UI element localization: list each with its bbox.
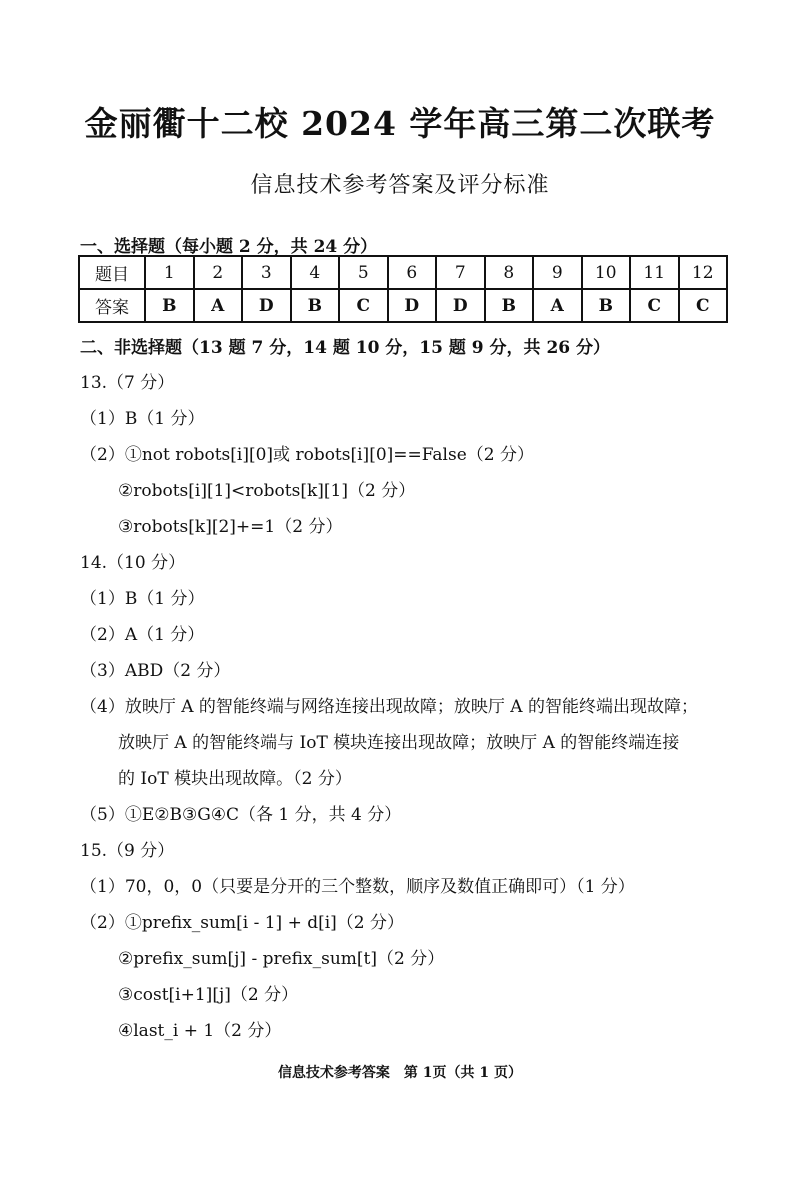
answer-value: C	[630, 289, 679, 322]
question-number: 11	[630, 256, 679, 289]
answer-value: B	[145, 289, 194, 322]
q14-part1: （1）B（1 分）	[80, 589, 205, 609]
q15-part2-item3: ③cost[i+1][j]（2 分）	[118, 985, 299, 1005]
q15-part2-item4: ④last_i + 1（2 分）	[118, 1021, 282, 1041]
q14-part3: （3）ABD（2 分）	[80, 661, 231, 681]
q15-part1: （1）70，0，0（只要是分开的三个整数，顺序及数值正确即可）（1 分）	[80, 877, 635, 897]
page-subtitle: 信息技术参考答案及评分标准	[250, 173, 550, 198]
section1-heading: 一、选择题（每小题 2 分，共 24 分）	[80, 237, 378, 257]
answer-value: C	[679, 289, 728, 322]
q13-part2-item3: ③robots[k][2]+=1（2 分）	[118, 517, 343, 537]
answer-value: C	[339, 289, 388, 322]
answer-value: B	[485, 289, 534, 322]
question-number: 7	[436, 256, 485, 289]
page-footer: 信息技术参考答案 第 1页（共 1 页）	[277, 1065, 523, 1081]
question-number: 1	[145, 256, 194, 289]
row-label-answers: 答案	[79, 289, 145, 322]
section2-heading: 二、非选择题（13 题 7 分，14 题 10 分，15 题 9 分，共 26 分）	[80, 338, 611, 358]
q15-part2-item2: ②prefix_sum[j] - prefix_sum[t]（2 分）	[118, 949, 445, 969]
question-number: 9	[533, 256, 582, 289]
q15-part2-item1: （2）①prefix_sum[i - 1] + d[i]（2 分）	[80, 913, 405, 933]
answer-value: B	[582, 289, 631, 322]
answer-value: D	[242, 289, 291, 322]
table-row-answers	[79, 289, 727, 322]
question-number: 10	[582, 256, 631, 289]
q13-title: 13.（7 分）	[80, 373, 175, 393]
answer-value: A	[533, 289, 582, 322]
answer-table	[78, 255, 728, 323]
answer-value: B	[291, 289, 340, 322]
answer-value: D	[388, 289, 437, 322]
answer-value: D	[436, 289, 485, 322]
question-number: 3	[242, 256, 291, 289]
question-number: 12	[679, 256, 728, 289]
q13-part1: （1）B（1 分）	[80, 409, 205, 429]
question-number: 6	[388, 256, 437, 289]
q14-part5: （5）①E②B③G④C（各 1 分，共 4 分）	[80, 805, 402, 825]
question-number: 2	[194, 256, 243, 289]
answer-value: A	[194, 289, 243, 322]
table-row-questions	[79, 256, 727, 289]
q14-title: 14.（10 分）	[80, 553, 186, 573]
q15-title: 15.（9 分）	[80, 841, 175, 861]
question-number: 4	[291, 256, 340, 289]
row-label-questions: 题目	[79, 256, 145, 289]
q13-part2-item2: ②robots[i][1]<robots[k][1]（2 分）	[118, 481, 416, 501]
q13-part2-item1: （2）①not robots[i][0]或 robots[i][0]==False（2 分）	[80, 445, 534, 465]
page-title: 金丽衢十二校 2024 学年高三第二次联考	[84, 104, 716, 143]
question-number: 8	[485, 256, 534, 289]
q14-part4-line2: 放映厅 A 的智能终端与 IoT 模块连接出现故障；放映厅 A 的智能终端连接	[118, 733, 680, 753]
question-number: 5	[339, 256, 388, 289]
q14-part4-line3: 的 IoT 模块出现故障。（2 分）	[118, 769, 352, 789]
q14-part4-line1: （4）放映厅 A 的智能终端与网络连接出现故障；放映厅 A 的智能终端出现故障；	[80, 697, 698, 717]
q14-part2: （2）A（1 分）	[80, 625, 205, 645]
